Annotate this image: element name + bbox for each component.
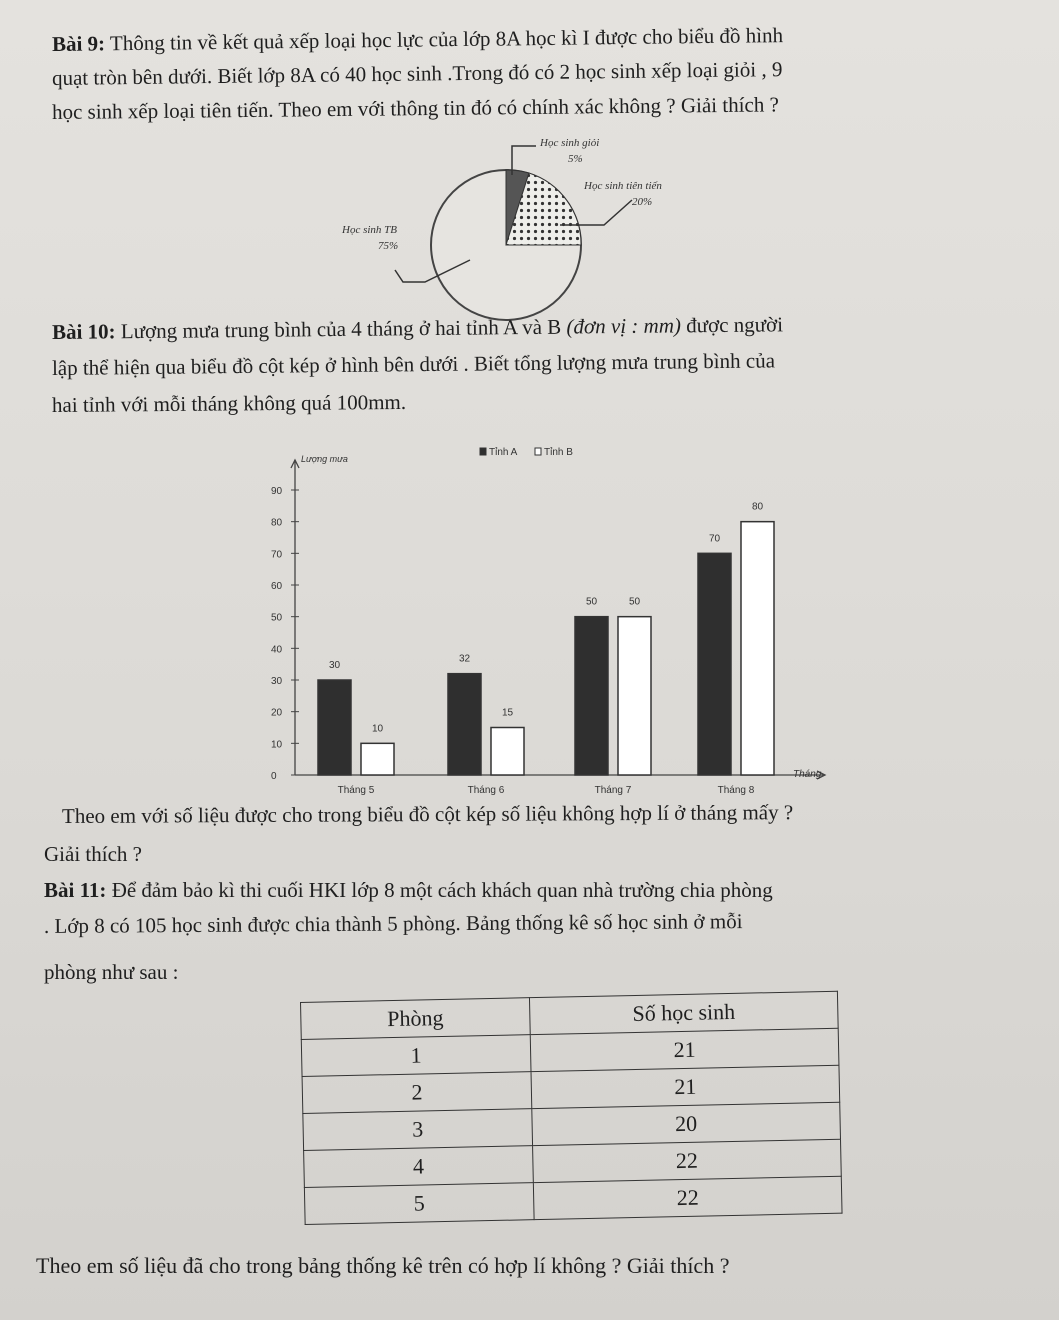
y-tick-label: 50 <box>271 612 283 624</box>
y-tick-label: 40 <box>271 644 283 656</box>
legend-label-tinh-b: Tỉnh B <box>544 447 573 458</box>
pie-label-gioi: Học sinh giỏi <box>540 137 600 149</box>
cell-so-hoc-sinh: 22 <box>533 1176 842 1219</box>
cell-phong: 4 <box>304 1146 534 1188</box>
y-axis-label: Lượng mưa <box>301 454 348 464</box>
cell-phong: 1 <box>301 1035 531 1077</box>
cell-so-hoc-sinh: 21 <box>531 1065 840 1108</box>
bai10-question2: Giải thích ? <box>44 842 142 866</box>
bar-tinh-b-7 <box>618 617 651 775</box>
pie-label-tientien: Học sinh tiên tiến <box>584 180 662 192</box>
bar-tinh-b-8 <box>741 522 774 775</box>
bar-tinh-a-6 <box>448 674 481 775</box>
bai10-line2: lập thể hiện qua biểu đồ cột kép ở hình bên dưới . Biết tổng lượng mưa trung bình của <box>51 348 776 380</box>
data-label: 15 <box>501 707 514 719</box>
cell-phong: 5 <box>304 1183 534 1225</box>
y-tick-label: 60 <box>271 581 283 592</box>
bai11-title: Bài 11: <box>44 878 107 902</box>
data-label: 32 <box>458 653 471 665</box>
bai11-line1: Bài 11: Để đảm bảo kì thi cuối HKI lớp 8 một cách khách quan nhà trường chia phòng <box>44 878 773 902</box>
legend-label-tinh-a: Tỉnh A <box>489 447 518 458</box>
bar-tinh-a-8 <box>698 553 731 775</box>
pie-pct-tb: 75% <box>378 240 399 252</box>
y-tick-label: 10 <box>271 739 283 751</box>
y-tick-label: 90 <box>271 486 283 497</box>
bar-tinh-b-5 <box>361 743 394 775</box>
x-tick-label: Tháng 5 <box>337 785 375 796</box>
x-tick-label: Tháng 7 <box>594 785 632 796</box>
bai10-line3: hai tỉnh với mỗi tháng không quá 100mm. <box>51 389 407 417</box>
header-phong: Phòng <box>301 998 531 1040</box>
bai10-title: Bài 10: <box>51 319 116 344</box>
bar-tinh-b-6 <box>491 728 524 776</box>
pie-pct-tientien: 20% <box>632 196 653 208</box>
data-label: 50 <box>628 596 641 608</box>
x-tick-label: Tháng 8 <box>717 785 755 796</box>
cell-phong: 3 <box>303 1109 533 1151</box>
bar-chart <box>240 440 860 800</box>
data-label: 30 <box>328 660 341 671</box>
bai9-line2: quạt tròn bên dưới. Biết lớp 8A có 40 học sinh .Trong đó có 2 học sinh xếp loại giỏi , 9 <box>51 57 783 90</box>
cell-so-hoc-sinh: 20 <box>532 1102 841 1145</box>
bai11-question: Theo em số liệu đã cho trong bảng thống kê trên có hợp lí không ? Giải thích ? <box>36 1253 730 1278</box>
pie-label-tb: Học sinh TB <box>342 224 397 236</box>
bai10-line1: Bài 10: Lượng mưa trung bình của 4 tháng ở hai tỉnh A và B (đơn vị : mm) được người <box>51 312 784 344</box>
y-tick-label: 30 <box>271 676 283 687</box>
header-so-hoc-sinh: Số học sinh <box>529 991 838 1034</box>
data-label: 70 <box>708 533 721 545</box>
x-tick-label: Tháng 6 <box>467 785 505 796</box>
y-tick-label: 70 <box>271 549 283 561</box>
data-label: 50 <box>585 596 598 608</box>
x-axis-label: Tháng <box>793 769 822 780</box>
bar-tinh-a-7 <box>575 617 608 775</box>
y-tick-label: 80 <box>271 517 283 529</box>
data-label: 80 <box>751 501 764 513</box>
bai9-title: Bài 9: <box>51 31 106 56</box>
y-tick-label: 0 <box>271 771 277 782</box>
legend-swatch-tinh-a <box>480 448 486 455</box>
bai11-line3: phòng như sau : <box>44 960 179 984</box>
cell-so-hoc-sinh: 21 <box>530 1028 839 1071</box>
legend-swatch-tinh-b <box>535 448 541 455</box>
pie-pct-gioi: 5% <box>568 153 583 165</box>
bar-tinh-a-5 <box>318 680 351 775</box>
bai9-line1: Bài 9: Thông tin về kết quả xếp loại học lực của lớp 8A học kì I được cho biểu đồ hình <box>51 23 784 56</box>
bai9-line3: học sinh xếp loại tiên tiến. Theo em với thông tin đó có chính xác không ? Giải thích ? <box>51 92 779 124</box>
bai10-unit: (đơn vị : mm) <box>566 313 682 339</box>
cell-phong: 2 <box>302 1072 532 1114</box>
cell-so-hoc-sinh: 22 <box>533 1139 842 1182</box>
data-label: 10 <box>371 723 384 735</box>
bai10-question1: Theo em với số liệu được cho trong biểu đồ cột kép số liệu không hợp lí ở tháng mấy ? <box>61 800 794 828</box>
students-table <box>300 991 843 1225</box>
bai11-line2: . Lớp 8 có 105 học sinh được chia thành 5 phòng. Bảng thống kê số học sinh ở mỗi <box>43 909 743 938</box>
y-tick-label: 20 <box>271 707 283 719</box>
